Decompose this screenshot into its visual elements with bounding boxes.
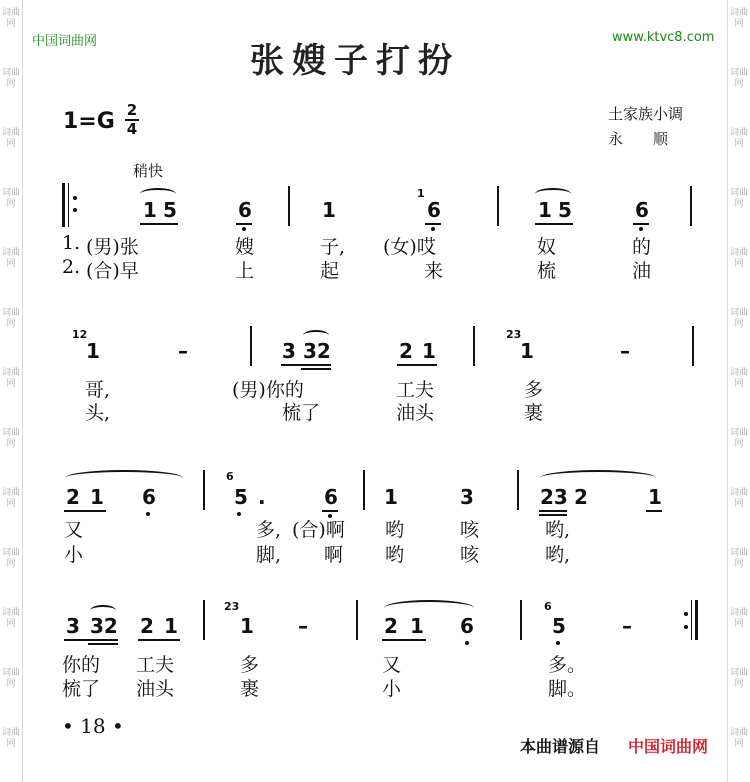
bar-line: [520, 600, 522, 640]
note: 2: [384, 614, 398, 638]
lyric: 又: [382, 654, 402, 676]
tempo-mark: 稍快: [133, 162, 164, 180]
side-watermark-text: 词曲网: [729, 8, 748, 29]
grace-note: 6: [544, 600, 552, 613]
lyric: 梳了: [282, 402, 321, 424]
underline: [64, 510, 106, 512]
site-url-top-right[interactable]: www.ktvc8.com: [612, 30, 715, 45]
repeat-dot: [684, 612, 688, 616]
underline: [633, 223, 649, 225]
underline: [281, 364, 331, 366]
note: 32: [303, 339, 331, 363]
lyric: (合)早: [86, 260, 139, 282]
time-signature: [124, 103, 140, 137]
slur: [540, 470, 656, 486]
lyric: 梳: [537, 260, 557, 282]
double-underline: [301, 368, 331, 370]
lyric: 头,: [85, 402, 111, 424]
origin-label: 土家族小调: [608, 105, 684, 123]
dash: –: [298, 614, 308, 638]
lyric: 来: [424, 260, 444, 282]
note: 6: [142, 485, 156, 509]
lyric: 奴: [537, 236, 557, 258]
lyric: 工夫: [396, 379, 435, 401]
lyric: 咳: [460, 519, 480, 541]
lyric: 梳了: [62, 678, 101, 700]
lyric: 油: [632, 260, 652, 282]
note: 3: [282, 339, 296, 363]
lyric: (男)张: [86, 236, 139, 258]
note: 1: [164, 614, 178, 638]
lyric: 哥,: [85, 379, 111, 401]
underline: [646, 510, 662, 512]
side-watermark-text: 词曲网: [1, 368, 20, 389]
bar-line: [356, 600, 358, 640]
note: 2: [574, 485, 588, 509]
note: 1: [538, 198, 552, 222]
side-watermark-text: 词曲网: [729, 248, 748, 269]
side-watermark-text: 词曲网: [729, 188, 748, 209]
lyric: (男)你的: [232, 379, 304, 401]
bar-line: [288, 186, 290, 226]
side-watermark-text: 词曲网: [729, 488, 748, 509]
lyric: 又: [64, 519, 84, 541]
note: 1: [384, 485, 398, 509]
note: 2: [66, 485, 80, 509]
lyric: 咳: [460, 544, 480, 566]
underline: [425, 223, 441, 225]
lyric: 啊: [324, 544, 344, 566]
lyric: 上: [235, 260, 255, 282]
lyric: 脚,: [256, 544, 282, 566]
side-watermark-text: 词曲网: [729, 68, 748, 89]
lyric: 多。: [548, 654, 587, 676]
side-watermark-text: 词曲网: [729, 308, 748, 329]
lyric: 多: [240, 654, 260, 676]
lyric: 油头: [396, 402, 435, 424]
lyric: 多,: [256, 519, 282, 541]
meter-bottom: 4: [126, 120, 138, 138]
double-underline: [88, 643, 118, 645]
note: 3: [66, 614, 80, 638]
dash: –: [620, 339, 630, 363]
underline: [236, 223, 252, 225]
dot: .: [258, 485, 266, 509]
note: 5: [558, 198, 572, 222]
bar-line: [690, 186, 692, 226]
side-watermark-text: 词曲网: [1, 8, 20, 29]
verse-number: 2.: [62, 256, 81, 278]
grace-note: 12: [72, 328, 88, 341]
repeat-dot: [73, 208, 77, 212]
side-watermark-text: 词曲网: [1, 608, 20, 629]
note: 2: [399, 339, 413, 363]
verse-number: 1.: [62, 232, 81, 254]
repeat-dot: [684, 625, 688, 629]
underline: [322, 510, 338, 512]
side-watermark-text: 词曲网: [1, 488, 20, 509]
dash: –: [622, 614, 632, 638]
underline: [397, 364, 437, 366]
bar-line: [692, 326, 694, 366]
dash: –: [178, 339, 188, 363]
lower-octave-dot: [465, 641, 469, 645]
lyric: 裹: [524, 402, 544, 424]
side-watermark-text: 词曲网: [1, 728, 20, 749]
lyric: (女)哎: [383, 236, 436, 258]
lyric: 起: [320, 260, 340, 282]
side-watermark-text: 词曲网: [1, 308, 20, 329]
bar-line: [497, 186, 499, 226]
lower-octave-dot: [639, 227, 643, 231]
lyric: 油头: [136, 678, 175, 700]
lower-octave-dot: [237, 512, 241, 516]
lyric: 哟: [385, 519, 405, 541]
region-label: 永 顺: [608, 130, 669, 148]
bar-line: [203, 600, 205, 640]
note: 3: [460, 485, 474, 509]
note: 1: [90, 485, 104, 509]
lower-octave-dot: [556, 641, 560, 645]
source-label: 本曲谱源自: [520, 737, 601, 756]
grace-note: 23: [224, 600, 240, 613]
underline: [539, 510, 567, 512]
bar-line: [203, 470, 205, 510]
side-watermark-text: 词曲网: [1, 248, 20, 269]
right-watermark-column: [727, 0, 750, 782]
note: 2: [140, 614, 154, 638]
lower-octave-dot: [242, 227, 246, 231]
note: 6: [324, 485, 338, 509]
note: 6: [427, 198, 441, 222]
note: 6: [238, 198, 252, 222]
grace-note: 1: [417, 187, 425, 200]
side-watermark-text: 词曲网: [729, 368, 748, 389]
note: 32: [90, 614, 118, 638]
note: 6: [460, 614, 474, 638]
underline: [535, 223, 573, 225]
bar-line: [517, 470, 519, 510]
grace-note: 6: [226, 470, 234, 483]
lower-octave-dot: [146, 512, 150, 516]
repeat-dot: [73, 196, 77, 200]
lyric: 子,: [320, 236, 346, 258]
side-watermark-text: 词曲网: [729, 668, 748, 689]
underline: [140, 223, 178, 225]
note: 5: [552, 614, 566, 638]
note: 1: [422, 339, 436, 363]
side-watermark-text: 词曲网: [729, 128, 748, 149]
side-watermark-text: 词曲网: [1, 68, 20, 89]
note: 1: [410, 614, 424, 638]
meter-top: 2: [126, 101, 138, 119]
side-watermark-text: 词曲网: [729, 548, 748, 569]
lyric: 小: [64, 544, 84, 566]
note: 1: [240, 614, 254, 638]
side-watermark-text: 词曲网: [729, 608, 748, 629]
note: 5: [163, 198, 177, 222]
lyric: 的: [632, 236, 652, 258]
note: 1: [86, 339, 100, 363]
slur: [65, 470, 183, 486]
lyric: 小: [382, 678, 402, 700]
note: 23: [540, 485, 568, 509]
lyric: 嫂: [235, 236, 255, 258]
side-watermark-text: 词曲网: [1, 668, 20, 689]
repeat-start-thin: [68, 183, 69, 227]
note: 5: [234, 485, 248, 509]
side-watermark-text: 词曲网: [1, 128, 20, 149]
underline: [64, 639, 118, 641]
note: 6: [635, 198, 649, 222]
bar-line: [250, 326, 252, 366]
side-watermark-text: 词曲网: [1, 188, 20, 209]
page-number: • 18 •: [62, 714, 124, 738]
lyric: 多: [524, 379, 544, 401]
side-watermark-text: 词曲网: [729, 728, 748, 749]
source-site-link[interactable]: 中国词曲网: [628, 737, 709, 756]
underline: [382, 639, 426, 641]
underline: [138, 639, 180, 641]
lyric: 裹: [240, 678, 260, 700]
lyric: 工夫: [136, 654, 175, 676]
note: 1: [143, 198, 157, 222]
lyric: 脚。: [548, 678, 587, 700]
lyric: 哟,: [545, 544, 571, 566]
grace-note: 23: [506, 328, 522, 341]
left-watermark-column: [0, 0, 23, 782]
site-name-top-left[interactable]: 中国词曲网: [32, 34, 98, 49]
repeat-end-thick: [695, 600, 698, 640]
lyric: 你的: [62, 654, 101, 676]
note: 1: [520, 339, 534, 363]
lyric: 哟: [385, 544, 405, 566]
repeat-end-thin: [691, 600, 692, 640]
bar-line: [473, 326, 475, 366]
lyric: (合)啊: [292, 519, 345, 541]
key-signature: 1=G: [63, 109, 115, 134]
note: 1: [322, 198, 336, 222]
note: 1: [648, 485, 662, 509]
song-title: 张嫂子打扮: [250, 41, 460, 81]
lower-octave-dot: [431, 227, 435, 231]
side-watermark-text: 词曲网: [1, 428, 20, 449]
repeat-start-thick: [62, 183, 65, 227]
side-watermark-text: 词曲网: [729, 428, 748, 449]
side-watermark-text: 词曲网: [1, 548, 20, 569]
lyric: 哟,: [545, 519, 571, 541]
bar-line: [363, 470, 365, 510]
